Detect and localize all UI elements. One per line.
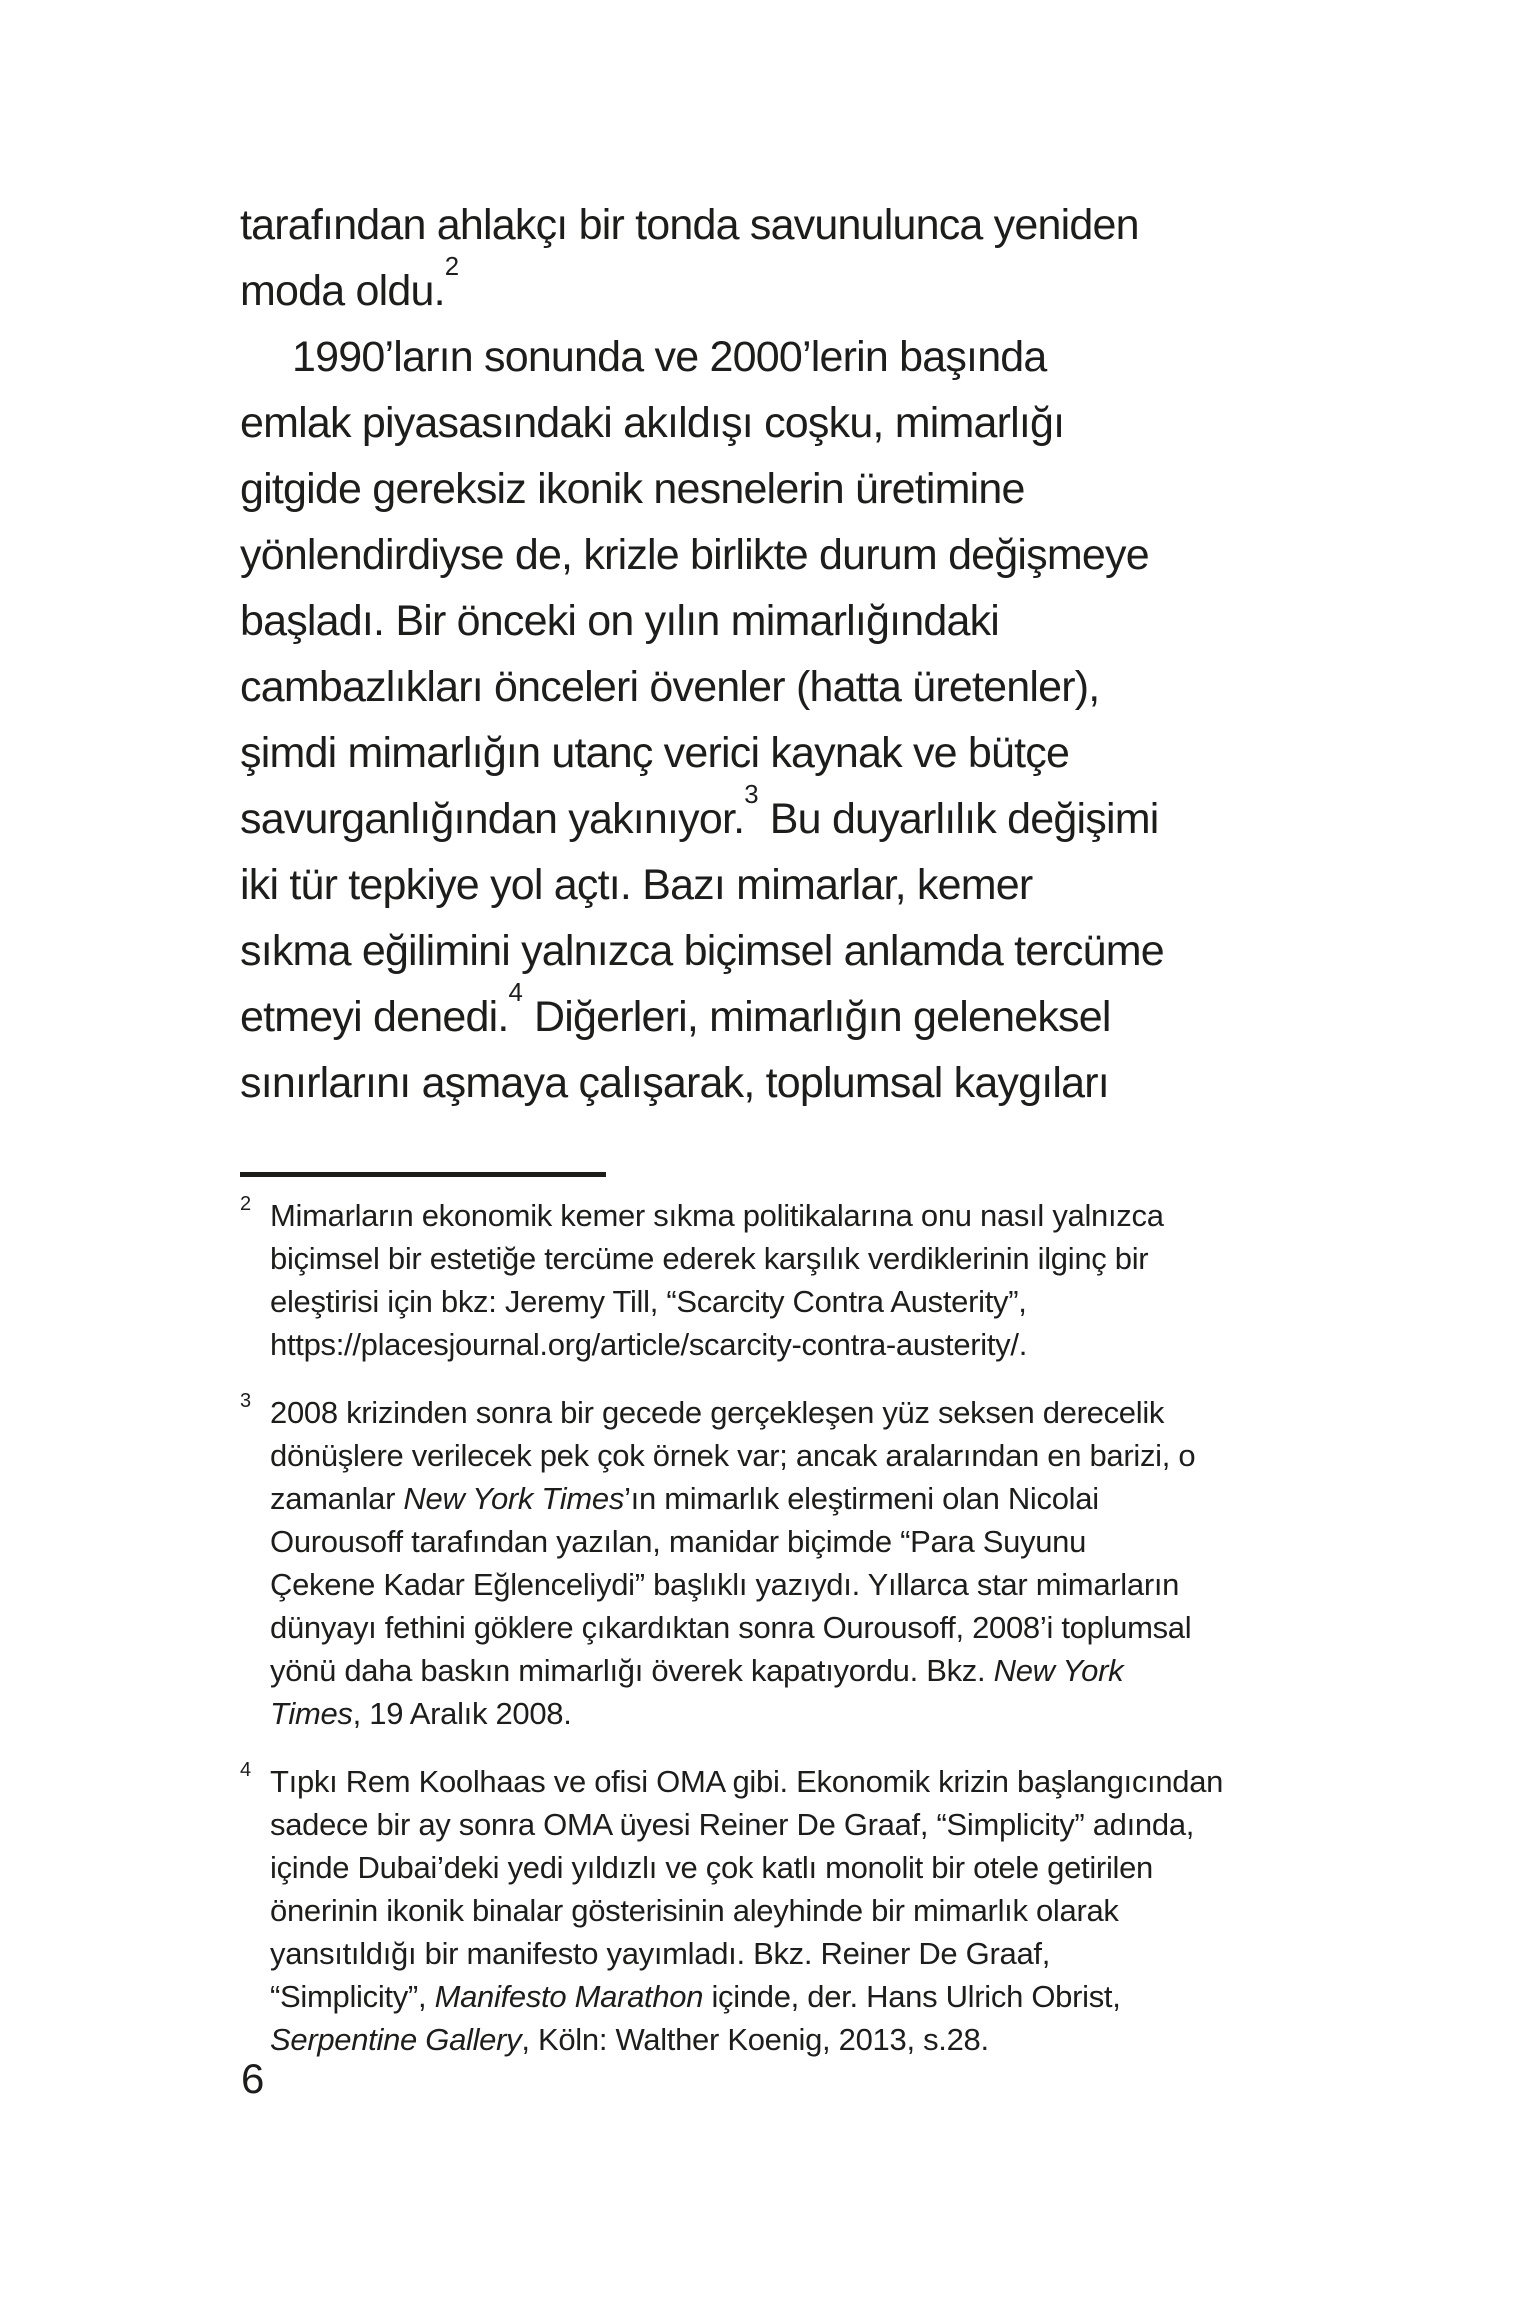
italic-text-run: Serpentine Gallery: [270, 2022, 522, 2057]
text-line: [240, 720, 1345, 786]
text-run: emlak piyasasındaki akıldışı coşku, mimarlığı: [240, 399, 1065, 447]
text-line: [240, 852, 1345, 918]
text-line: [240, 588, 1345, 654]
text-run: gitgide gereksiz ikonik nesnelerin üretimine: [240, 465, 1025, 513]
text-line: [270, 1237, 1300, 1280]
text-run: sınırlarını aşmaya çalışarak, toplumsal kaygıları: [240, 1059, 1109, 1107]
text-run: eleştirisi için bkz: Jeremy Till, “Scarcity Contra Austerity”,: [270, 1284, 1027, 1319]
text-line: [240, 781, 1345, 852]
footnote: [240, 1391, 1300, 1735]
text-line: [270, 2018, 1300, 2061]
text-run: “Simplicity”,: [270, 1979, 435, 2014]
text-line: [270, 1975, 1300, 2018]
text-run: 1990’ların sonunda ve 2000’lerin başında: [292, 333, 1047, 381]
text-run: önerinin ikonik binalar gösterisinin aleyhinde bir mimarlık olarak: [270, 1893, 1119, 1928]
footnote-ref: 4: [508, 979, 523, 1008]
italic-text-run: Times: [270, 1696, 353, 1731]
text-line: [270, 1803, 1300, 1846]
text-line: [240, 390, 1345, 456]
footnote-separator-rule: [240, 1172, 606, 1177]
text-run: ’ın mimarlık eleştirmeni olan Nicolai: [624, 1481, 1099, 1516]
text-run: Mimarların ekonomik kemer sıkma politikalarına onu nasıl yalnızca: [270, 1198, 1164, 1233]
text-line: [270, 1649, 1300, 1692]
text-run: yönü daha baskın mimarlığı överek kapatıyordu. Bkz.: [270, 1653, 994, 1688]
text-line: [240, 456, 1345, 522]
footnote-marker: 3: [240, 1390, 251, 1412]
text-line: [240, 192, 1345, 258]
text-run: yansıtıldığı bir manifesto yayımladı. Bkz. Reiner De Graaf,: [270, 1936, 1051, 1971]
text-run: Çekene Kadar Eğlenceliydi” başlıklı yazıydı. Yıllarca star mimarların: [270, 1567, 1180, 1602]
text-run: 2008 krizinden sonra bir gecede gerçekleşen yüz seksen derecelik: [270, 1395, 1165, 1430]
text-run: tarafından ahlakçı bir tonda savunulunca yeniden: [240, 201, 1139, 249]
text-run: şimdi mimarlığın utanç verici kaynak ve bütçe: [240, 729, 1070, 777]
text-run: moda oldu.: [240, 267, 445, 315]
text-line: [270, 1194, 1300, 1237]
text-run: biçimsel bir estetiğe tercüme ederek karşılık verdiklerinin ilginç bir: [270, 1241, 1149, 1276]
text-run: Bu duyarlılık değişimi: [758, 795, 1159, 843]
text-run: sıkma eğilimini yalnızca biçimsel anlamda tercüme: [240, 927, 1164, 975]
paragraph: [240, 192, 1345, 324]
footnote-ref: 3: [744, 781, 759, 810]
footnote: [240, 1194, 1300, 1366]
text-line: [270, 1932, 1300, 1975]
text-run: Diğerleri, mimarlığın geleneksel: [522, 993, 1111, 1041]
text-run: içinde Dubai’deki yedi yıldızlı ve çok katlı monolit bir otele getirilen: [270, 1850, 1154, 1885]
text-line: [270, 1434, 1300, 1477]
footnotes-section: [240, 1194, 1300, 2086]
text-line: [270, 1520, 1300, 1563]
text-run: Ourousoff tarafından yazılan, manidar biçimde “Para Suyunu: [270, 1524, 1087, 1559]
text-line: [270, 1391, 1300, 1434]
text-run: yönlendirdiyse de, krizle birlikte durum değişmeye: [240, 531, 1149, 579]
italic-text-run: New York Times: [403, 1481, 625, 1516]
paragraph: [240, 324, 1345, 1116]
text-line: [270, 1606, 1300, 1649]
text-run: başladı. Bir önceki on yılın mimarlığındaki: [240, 597, 1000, 645]
body-text: [240, 192, 1345, 1116]
footnote-marker: 4: [240, 1759, 251, 1781]
text-run: , 19 Aralık 2008.: [352, 1696, 572, 1731]
text-run: içinde, der. Hans Ulrich Obrist,: [703, 1979, 1121, 2014]
text-line: [270, 1760, 1300, 1803]
text-line: [240, 522, 1345, 588]
text-run: sadece bir ay sonra OMA üyesi Reiner De Graaf, “Simplicity” adında,: [270, 1807, 1195, 1842]
text-line: [270, 1280, 1300, 1323]
italic-text-run: New York: [993, 1653, 1124, 1688]
footnote-ref: 2: [444, 253, 460, 282]
text-line: [240, 253, 1345, 324]
text-line: [240, 324, 1345, 390]
text-run: https://placesjournal.org/article/scarcity-contra-austerity/.: [270, 1327, 1028, 1362]
footnote: [240, 1760, 1300, 2061]
page-number: 6: [241, 2055, 264, 2102]
text-line: [240, 979, 1345, 1050]
text-run: etmeyi denedi.: [240, 993, 509, 1041]
text-line: [240, 654, 1345, 720]
text-run: dönüşlere verilecek pek çok örnek var; ancak aralarından en barizi, o: [270, 1438, 1196, 1473]
text-run: dünyayı fethini göklere çıkardıktan sonra Ourousoff, 2008’i toplumsal: [270, 1610, 1192, 1645]
text-run: iki tür tepkiye yol açtı. Bazı mimarlar, kemer: [240, 861, 1033, 909]
text-line: [240, 1050, 1345, 1116]
footnote-marker: 2: [240, 1193, 251, 1215]
text-run: Tıpkı Rem Koolhaas ve ofisi OMA gibi. Ekonomik krizin başlangıcından: [270, 1764, 1224, 1799]
text-run: cambazlıkları önceleri övenler (hatta üretenler),: [240, 663, 1100, 711]
text-run: savurganlığından yakınıyor.: [240, 795, 745, 843]
text-line: [270, 1323, 1300, 1366]
text-line: [240, 918, 1345, 984]
text-line: [270, 1846, 1300, 1889]
text-line: [270, 1477, 1300, 1520]
text-line: [270, 1563, 1300, 1606]
text-run: zamanlar: [270, 1481, 404, 1516]
text-run: , Köln: Walther Koenig, 2013, s.28.: [521, 2022, 989, 2057]
text-line: [270, 1889, 1300, 1932]
text-line: [270, 1692, 1300, 1735]
italic-text-run: Manifesto Marathon: [434, 1979, 704, 2014]
